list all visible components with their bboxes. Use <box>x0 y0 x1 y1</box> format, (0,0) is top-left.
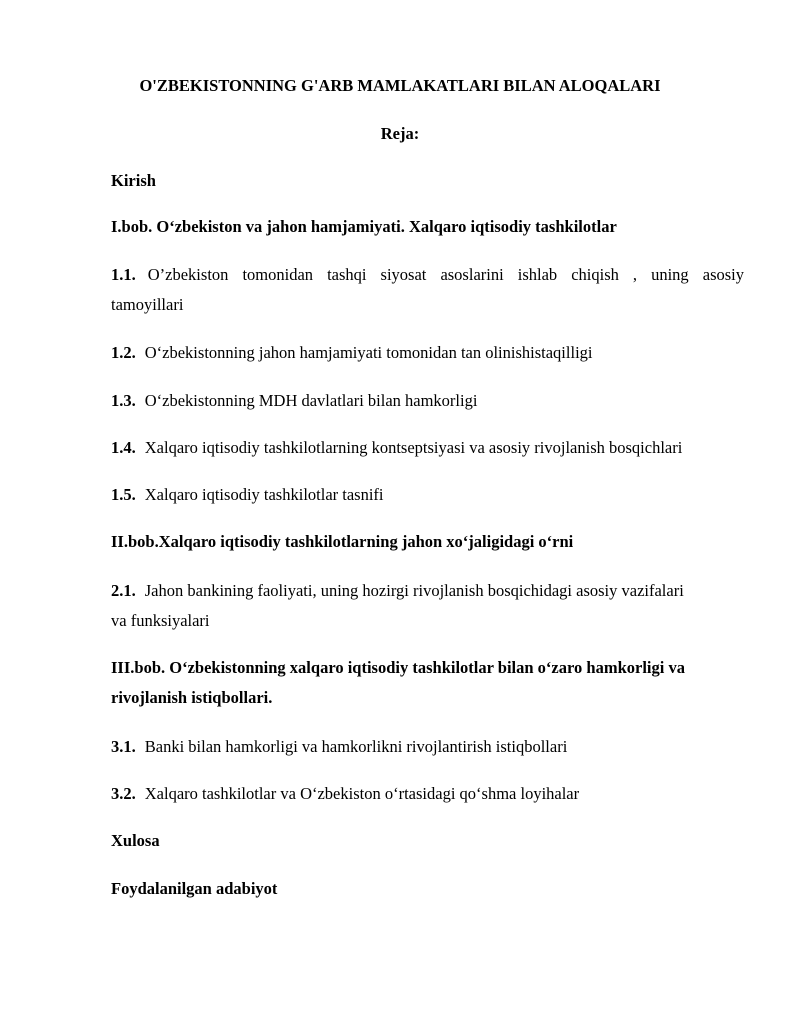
item-1-2-number: 1.2. <box>111 343 136 362</box>
item-1-2-text: O‘zbekistonning jahon hamjamiyati tomonidan tan olinishistaqilligi <box>144 343 593 362</box>
item-1-1-text: O’zbekiston tomonidan tashqi siyosat asoslarini ishlab chiqish , uning asosiy <box>147 265 744 284</box>
chapter-2-heading: II.bob.Xalqaro iqtisodiy tashkilotlarning jahon xo‘jaligidagi o‘rni <box>111 532 574 551</box>
chapter-3-heading-line-1: III.bob. O‘zbekistonning xalqaro iqtisodiy tashkilotlar bilan o‘zaro hamkorligi va <box>111 658 685 677</box>
item-1-1-line-1 <box>111 265 744 285</box>
item-2-1-line-1 <box>111 581 744 601</box>
item-3-1-text: Banki bilan hamkorligi va hamkorlikni rivojlantirish istiqbollari <box>144 737 568 756</box>
item-2-1-line-2: va funksiyalari <box>111 611 210 630</box>
item-1-2 <box>111 343 744 363</box>
item-1-4-number: 1.4. <box>111 438 136 457</box>
item-3-2 <box>111 784 744 804</box>
item-1-1-number: 1.1. <box>111 265 136 284</box>
item-3-2-number: 3.2. <box>111 784 136 803</box>
item-3-1 <box>111 737 744 757</box>
item-2-1-text: Jahon bankining faoliyati, uning hozirgi rivojlanish bosqichidagi asosiy vazifalari <box>144 581 684 600</box>
chapter-1-heading: I.bob. O‘zbekiston va jahon hamjamiyati. Xalqaro iqtisodiy tashkilotlar <box>111 217 617 236</box>
item-3-1-number: 3.1. <box>111 737 136 756</box>
conclusion-heading: Xulosa <box>111 831 160 850</box>
item-1-4-text: Xalqaro iqtisodiy tashkilotlarning kontseptsiyasi va asosiy rivojlanish bosqichlari <box>144 438 683 457</box>
intro-heading: Kirish <box>111 171 156 190</box>
item-1-1-line-2: tamoyillari <box>111 295 184 314</box>
item-1-3 <box>111 391 744 411</box>
item-1-4 <box>111 438 744 458</box>
item-1-5-text: Xalqaro iqtisodiy tashkilotlar tasnifi <box>144 485 384 504</box>
chapter-3-heading-line-2: rivojlanish istiqbollari. <box>111 688 273 707</box>
item-2-1-number: 2.1. <box>111 581 136 600</box>
item-1-5-number: 1.5. <box>111 485 136 504</box>
document-title: O'ZBEKISTONNING G'ARB MAMLAKATLARI BILAN ALOQALARI <box>139 76 661 95</box>
item-1-5 <box>111 485 744 505</box>
item-1-3-text: O‘zbekistonning MDH davlatlari bilan hamkorligi <box>144 391 478 410</box>
references-heading: Foydalanilgan adabiyot <box>111 879 278 898</box>
item-3-2-text: Xalqaro tashkilotlar va O‘zbekiston o‘rtasidagi qo‘shma loyihalar <box>144 784 580 803</box>
item-1-3-number: 1.3. <box>111 391 136 410</box>
plan-heading: Reja: <box>380 124 420 143</box>
